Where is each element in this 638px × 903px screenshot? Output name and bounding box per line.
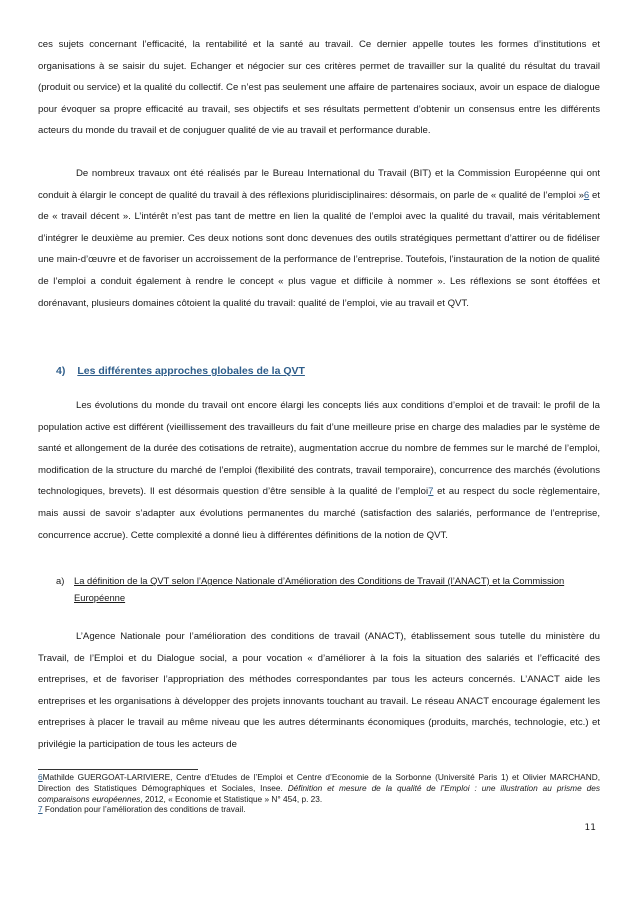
footnote-7 (38, 804, 600, 815)
subsection-heading (56, 573, 596, 606)
paragraph-2-text (38, 163, 600, 314)
paragraph-2-part-a: De nombreux travaux ont été réalisés par le Bureau International du Travail (BIT) et la Commission Européenne qui ont conduit à élargir le concept de qualité du travail à des réflexions pluridisciplinaires: désormais, on parle de « qualité de l’emploi » (38, 168, 600, 201)
paragraph-2 (38, 163, 600, 314)
paragraph-4-text: L’Agence Nationale pour l’amélioration des conditions de travail (ANACT), établissement sous tutelle du ministère du Travail, de l’Emploi et du Dialogue social, a pour vocation « d’améliorer à la fois la situation des salariés et l’efficacité des entreprises, et de favoriser l’appropriation des méthodes correspondantes par tous les acteurs concernés. L’ANACT aide les entreprises et les organisations à développer des projets innovants touchant au travail. Le réseau ANACT encourage également les entreprises à placer le travail au même niveau que les autres déterminants économiques (produits, marchés, technologie, etc.) et privilégie la participation de tous les acteurs de (38, 631, 600, 750)
section-number: 4) (56, 365, 66, 377)
footnote-6-title: Définition et mesure de la qualité de l’Emploi : une illustration au prisme des comparaisons européennes (38, 782, 600, 804)
footnotes (38, 772, 600, 815)
footnote-separator (38, 769, 198, 770)
paragraph-3-part-a: Les évolutions du monde du travail ont encore élargi les concepts liés aux conditions d’emploi et de travail: le profil de la population active est différent (vieillissement des travailleurs du fait d’une meilleure prise en charge des maladies par le système de santé et allongement de la durée des cotisations de retraite), augmentation accrue du nombre de femmes sur le marché de l’emploi, modification de la structure du marché de l’emploi (flexibilité des contrats, travail temporaire), concurrence des marchés (évolutions technologiques, brevets). Il est désormais question d’être sensible à la qualité de l’emploi (38, 400, 600, 498)
paragraph-3-part-b: et au respect du socle règlementaire, mais aussi de savoir s’adapter aux évolutions permanentes du marché (satisfaction des salariés, performance de l’entreprise, concurrence accrue). Cette complexité a donné lieu à différentes définitions de la notion de QVT. (38, 486, 600, 541)
subsection-letter: a) (56, 575, 65, 586)
footnote-6-number[interactable]: 6 (38, 772, 43, 782)
paragraph-2-part-b: et de « travail décent ». L’intérêt n’est pas tant de mettre en lien la qualité de l’emploi avec la qualité du travail, mais véritablement d’intégrer le deuxième au premier. Ces deux notions sont donc devenues des outils stratégiques permettant d’attirer ou de fidéliser une main-d’œuvre et de favoriser un accroissement de la performance de l’entreprise. Toutefois, l’instauration de la notion de qualité de l’emploi a conduit également à rendre le concept « plus vague et difficile à nommer ». Les réflexions se sont étoffées et dorénavant, plusieurs domaines côtoient la qualité du travail: qualité de l’emploi, vie au travail et QVT. (38, 189, 600, 309)
subsection-title: La définition de la QVT selon l’Agence Nationale d’Amélioration des Conditions de Travail (l’ANACT) et la Commission Européenne (74, 575, 565, 603)
section-title: Les différentes approches globales de la QVT (77, 365, 305, 377)
footnote-6 (38, 772, 600, 804)
footnote-ref-6[interactable]: 6 (583, 189, 590, 201)
footnote-7-text: Fondation pour l’amélioration des conditions de travail. (42, 804, 246, 815)
paragraph-3 (38, 395, 600, 546)
footnote-6-text-a: Mathilde GUERGOAT-LARIVIERE, Centre d’Etudes de l’Emploi et Centre d’Economie de la Sorbonne (Université Paris 1) et Olivier MARCHAND, Direction des Statistiques Démographiques et Sociales, Insee. (38, 772, 600, 793)
paragraph-3-text (38, 395, 600, 546)
section-heading (56, 365, 305, 377)
page-number: 11 (584, 823, 596, 833)
paragraph-1-text: ces sujets concernant l’efficacité, la rentabilité et la santé au travail. Ce dernier appelle toutes les formes d’institutions et organisations à se saisir du sujet. Echanger et négocier sur ces critères permet de travailler sur la qualité du résultat du travail (produit ou service) et la qualité du collectif. Ce n’est pas seulement une affaire de partenaires sociaux, avoir un espace de dialogue pour évoquer sa propre efficacité au travail, ses objectifs et ses résultats permettent d’obtenir un consensus entre les différents acteurs du monde du travail et de conjuguer qualité de vie au travail et performance durable. (38, 39, 600, 137)
paragraph-1 (38, 34, 600, 142)
paragraph-4 (38, 626, 600, 756)
footnote-6-text-b: , 2012, « Economie et Statistique » N° 454, p. 23. (140, 793, 323, 804)
footnote-7-number[interactable]: 7 (38, 804, 43, 815)
footnote-ref-7[interactable]: 7 (428, 486, 434, 498)
